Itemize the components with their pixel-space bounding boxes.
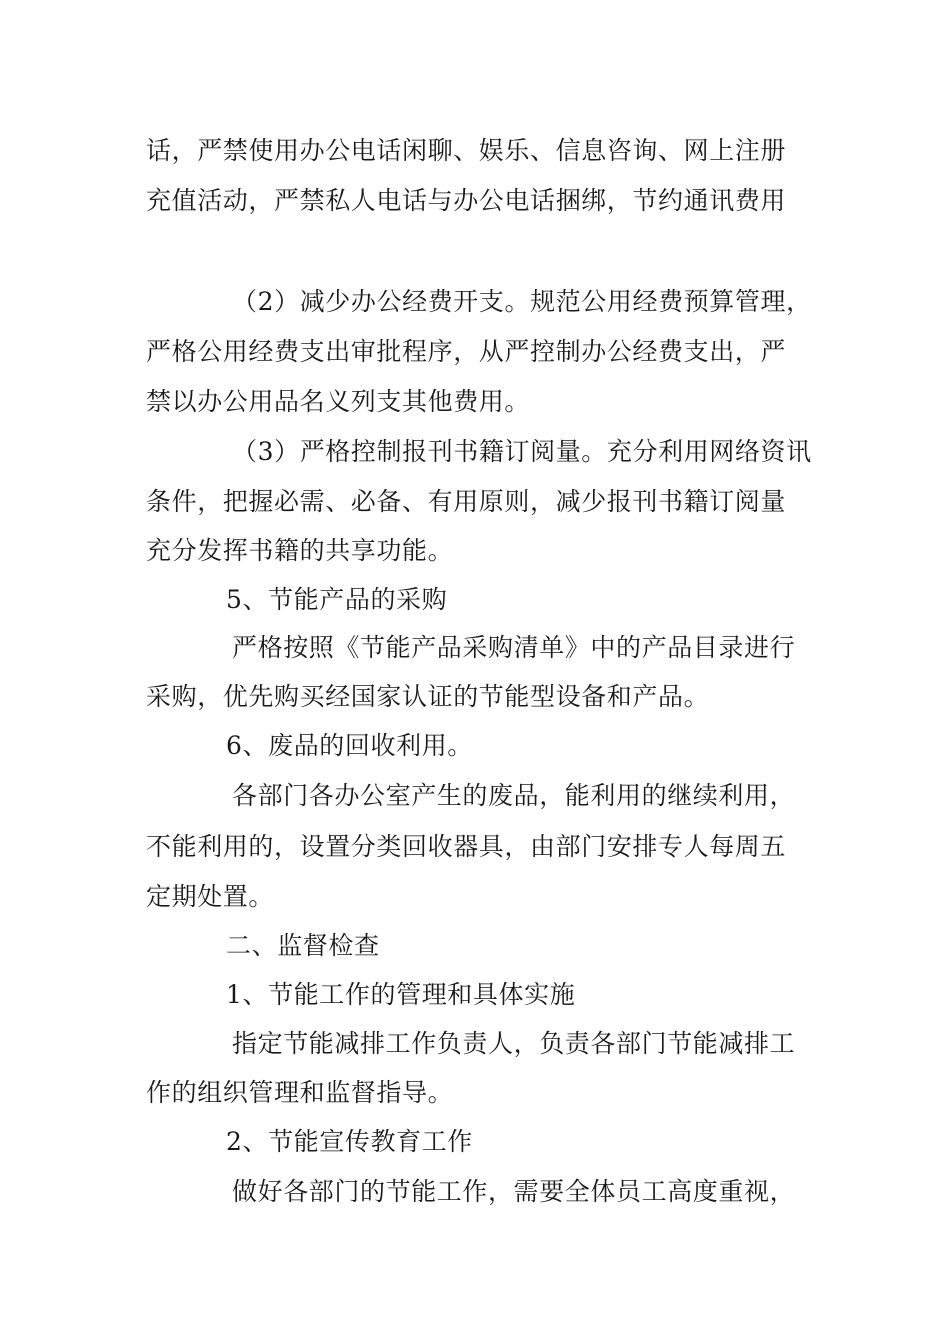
section-heading: 2、节能宣传教育工作: [226, 1127, 473, 1156]
paragraph-line: 充值活动，严禁私人电话与办公电话捆绑，节约通讯费用: [146, 186, 787, 215]
section-heading: 6、废品的回收利用。: [226, 731, 473, 760]
paragraph-line: 充分发挥书籍的共享功能。: [146, 536, 454, 565]
paragraph-line: 严格公用经费支出审批程序，从严控制办公经费支出，严: [146, 337, 787, 366]
section-heading: 5、节能产品的采购: [226, 585, 448, 614]
paragraph-line: 禁以办公用品名义列支其他费用。: [146, 387, 531, 416]
paragraph-line: 指定节能减排工作负责人，负责各部门节能减排工: [232, 1029, 796, 1058]
paragraph-line: 话，严禁使用办公电话闲聊、娱乐、信息咨询、网上注册: [146, 136, 787, 165]
paragraph-line: 做好各部门的节能工作，需要全体员工高度重视，: [232, 1177, 796, 1206]
paragraph-line: 定期处置。: [146, 882, 275, 911]
section-heading: 二、监督检查: [226, 931, 380, 960]
paragraph-line: 各部门各办公室产生的废品，能利用的继续利用，: [232, 781, 796, 810]
paragraph-line: （2）减少办公经费开支。规范公用经费预算管理，: [232, 287, 812, 316]
paragraph-line: 条件，把握必需、必备、有用原则，减少报刊书籍订阅量: [146, 487, 787, 516]
section-heading: 1、节能工作的管理和具体实施: [226, 980, 576, 1009]
paragraph-line: 严格按照《节能产品采购清单》中的产品目录进行: [232, 633, 796, 662]
paragraph-line: （3）严格控制报刊书籍订阅量。充分利用网络资讯: [232, 437, 812, 466]
paragraph-line: 作的组织管理和监督指导。: [146, 1078, 454, 1107]
paragraph-line: 采购，优先购买经国家认证的节能型设备和产品。: [146, 682, 710, 711]
paragraph-line: 不能利用的，设置分类回收器具，由部门安排专人每周五: [146, 832, 787, 861]
